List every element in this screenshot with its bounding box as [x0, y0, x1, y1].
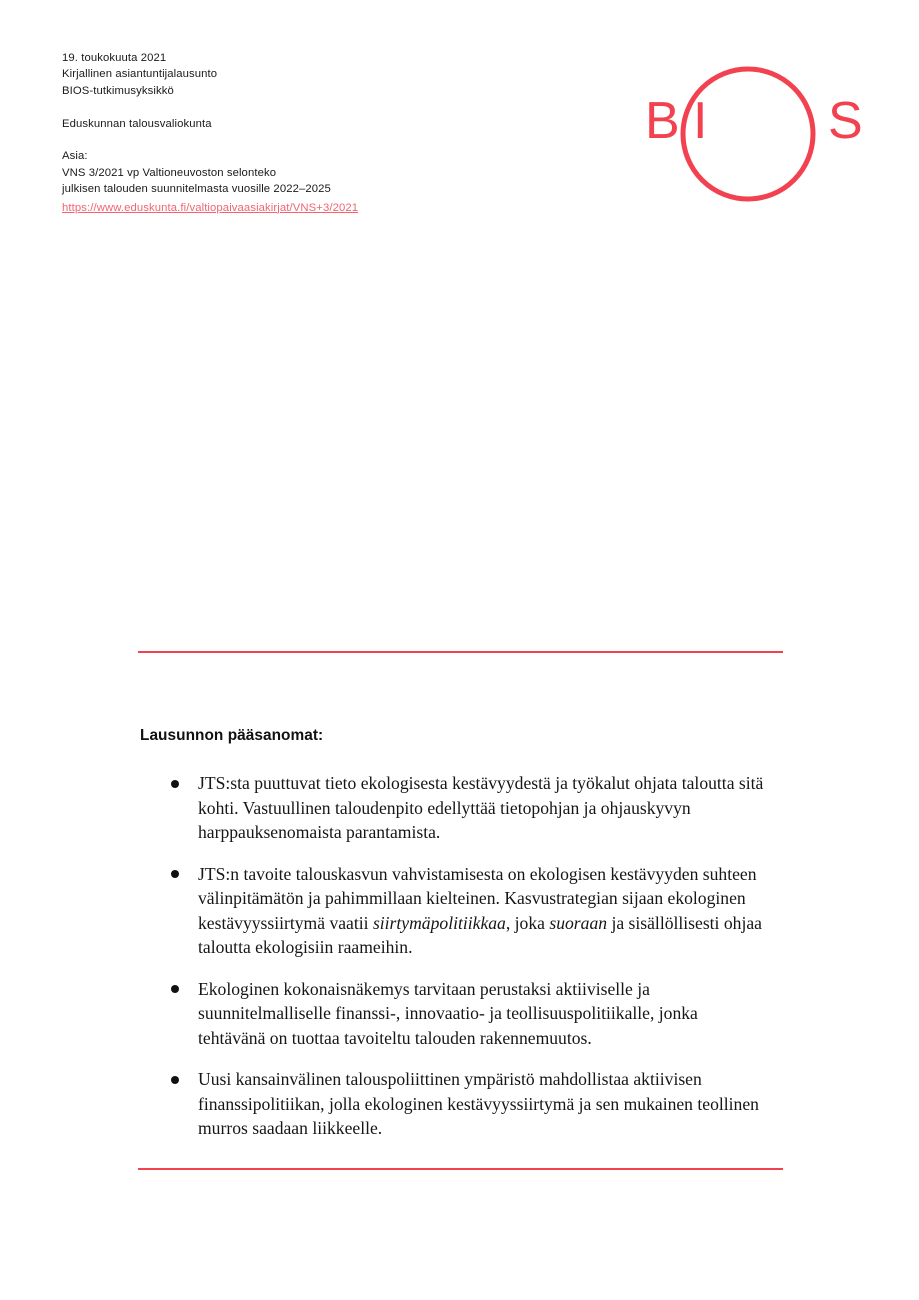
- meta-spacer-2: [62, 132, 492, 148]
- document-recipient: Eduskunnan talousvaliokunta: [62, 117, 212, 130]
- list-item: [168, 977, 768, 1051]
- key-messages-list: [168, 771, 768, 1141]
- document-type: Kirjallinen asiantuntijalausunto: [62, 68, 218, 81]
- logo-letter-s-glyph: S: [828, 92, 863, 150]
- bullet-dot-icon: [171, 870, 179, 878]
- bullet-dot-icon: [171, 780, 179, 788]
- document-date: 19. toukokuuta 2021: [62, 52, 167, 64]
- list-item-text: JTS:sta puuttuvat tieto ekologisesta kestävyydestä ja työkalut ohjata taloutta sitä kohti. Vastuullinen taloudenpito edellyttää tietopohjan ja ohjauskyvyn harppauksenomaista parantamista.: [198, 773, 764, 842]
- subject-line-2: julkisen talouden suunnitelmasta vuosille 2022–2025: [62, 183, 331, 196]
- list-item-text: Ekologinen kokonaisnäkemys tarvitaan perustaksi aktiiviselle ja suunnitelmalliselle finanssi-, innovaatio- ja teollisuuspolitiikalle, jonka tehtävänä on tuottaa tavoiteltu talouden rakennemuutos.: [198, 978, 698, 1048]
- document-author: BIOS-tutkimusyksikkö: [62, 84, 174, 97]
- subject-label: Asia:: [62, 150, 88, 163]
- subject-line-1: VNS 3/2021 vp Valtioneuvoston selonteko: [62, 166, 277, 179]
- list-item-text: JTS:n tavoite talouskasvun vahvistamisesta on ekologisen kestävyyden suhteen välinpitämätön ja pahimmillaan kielteinen. Kasvustrategian sijaan ekologinen kestävyyssiirtymä vaatii siirtymäpolitiikkaa, joka suoraan ja sisällöllisesti ohjaa taloutta ekologisiin raameihin.: [198, 863, 762, 957]
- source-link[interactable]: https://www.eduskunta.fi/valtiopaivaasiakirjat/VNS+3/2021: [62, 201, 359, 214]
- header-meta-block: [62, 50, 492, 216]
- list-item-text: Uusi kansainvälinen talouspoliittinen ympäristö mahdollistaa aktiivisen finanssipolitiikan, jolla ekologinen kestävyyssiirtymä ja sen mukainen teollinen murros saadaan liikkeelle.: [198, 1069, 759, 1138]
- list-item: [168, 771, 768, 845]
- bios-logo: [645, 60, 870, 210]
- page-title: Lausunnon pääsanomat:: [140, 727, 324, 744]
- bullet-dot-icon: [171, 985, 179, 993]
- list-item: [168, 1067, 768, 1141]
- divider-top: [138, 651, 783, 653]
- meta-spacer-1: [62, 99, 492, 115]
- list-item: [168, 862, 768, 960]
- logo-letter-b-glyph: B: [645, 92, 680, 150]
- divider-bottom: [138, 1168, 783, 1170]
- bullet-dot-icon: [171, 1076, 179, 1084]
- logo-letter-i-glyph: I: [693, 92, 708, 150]
